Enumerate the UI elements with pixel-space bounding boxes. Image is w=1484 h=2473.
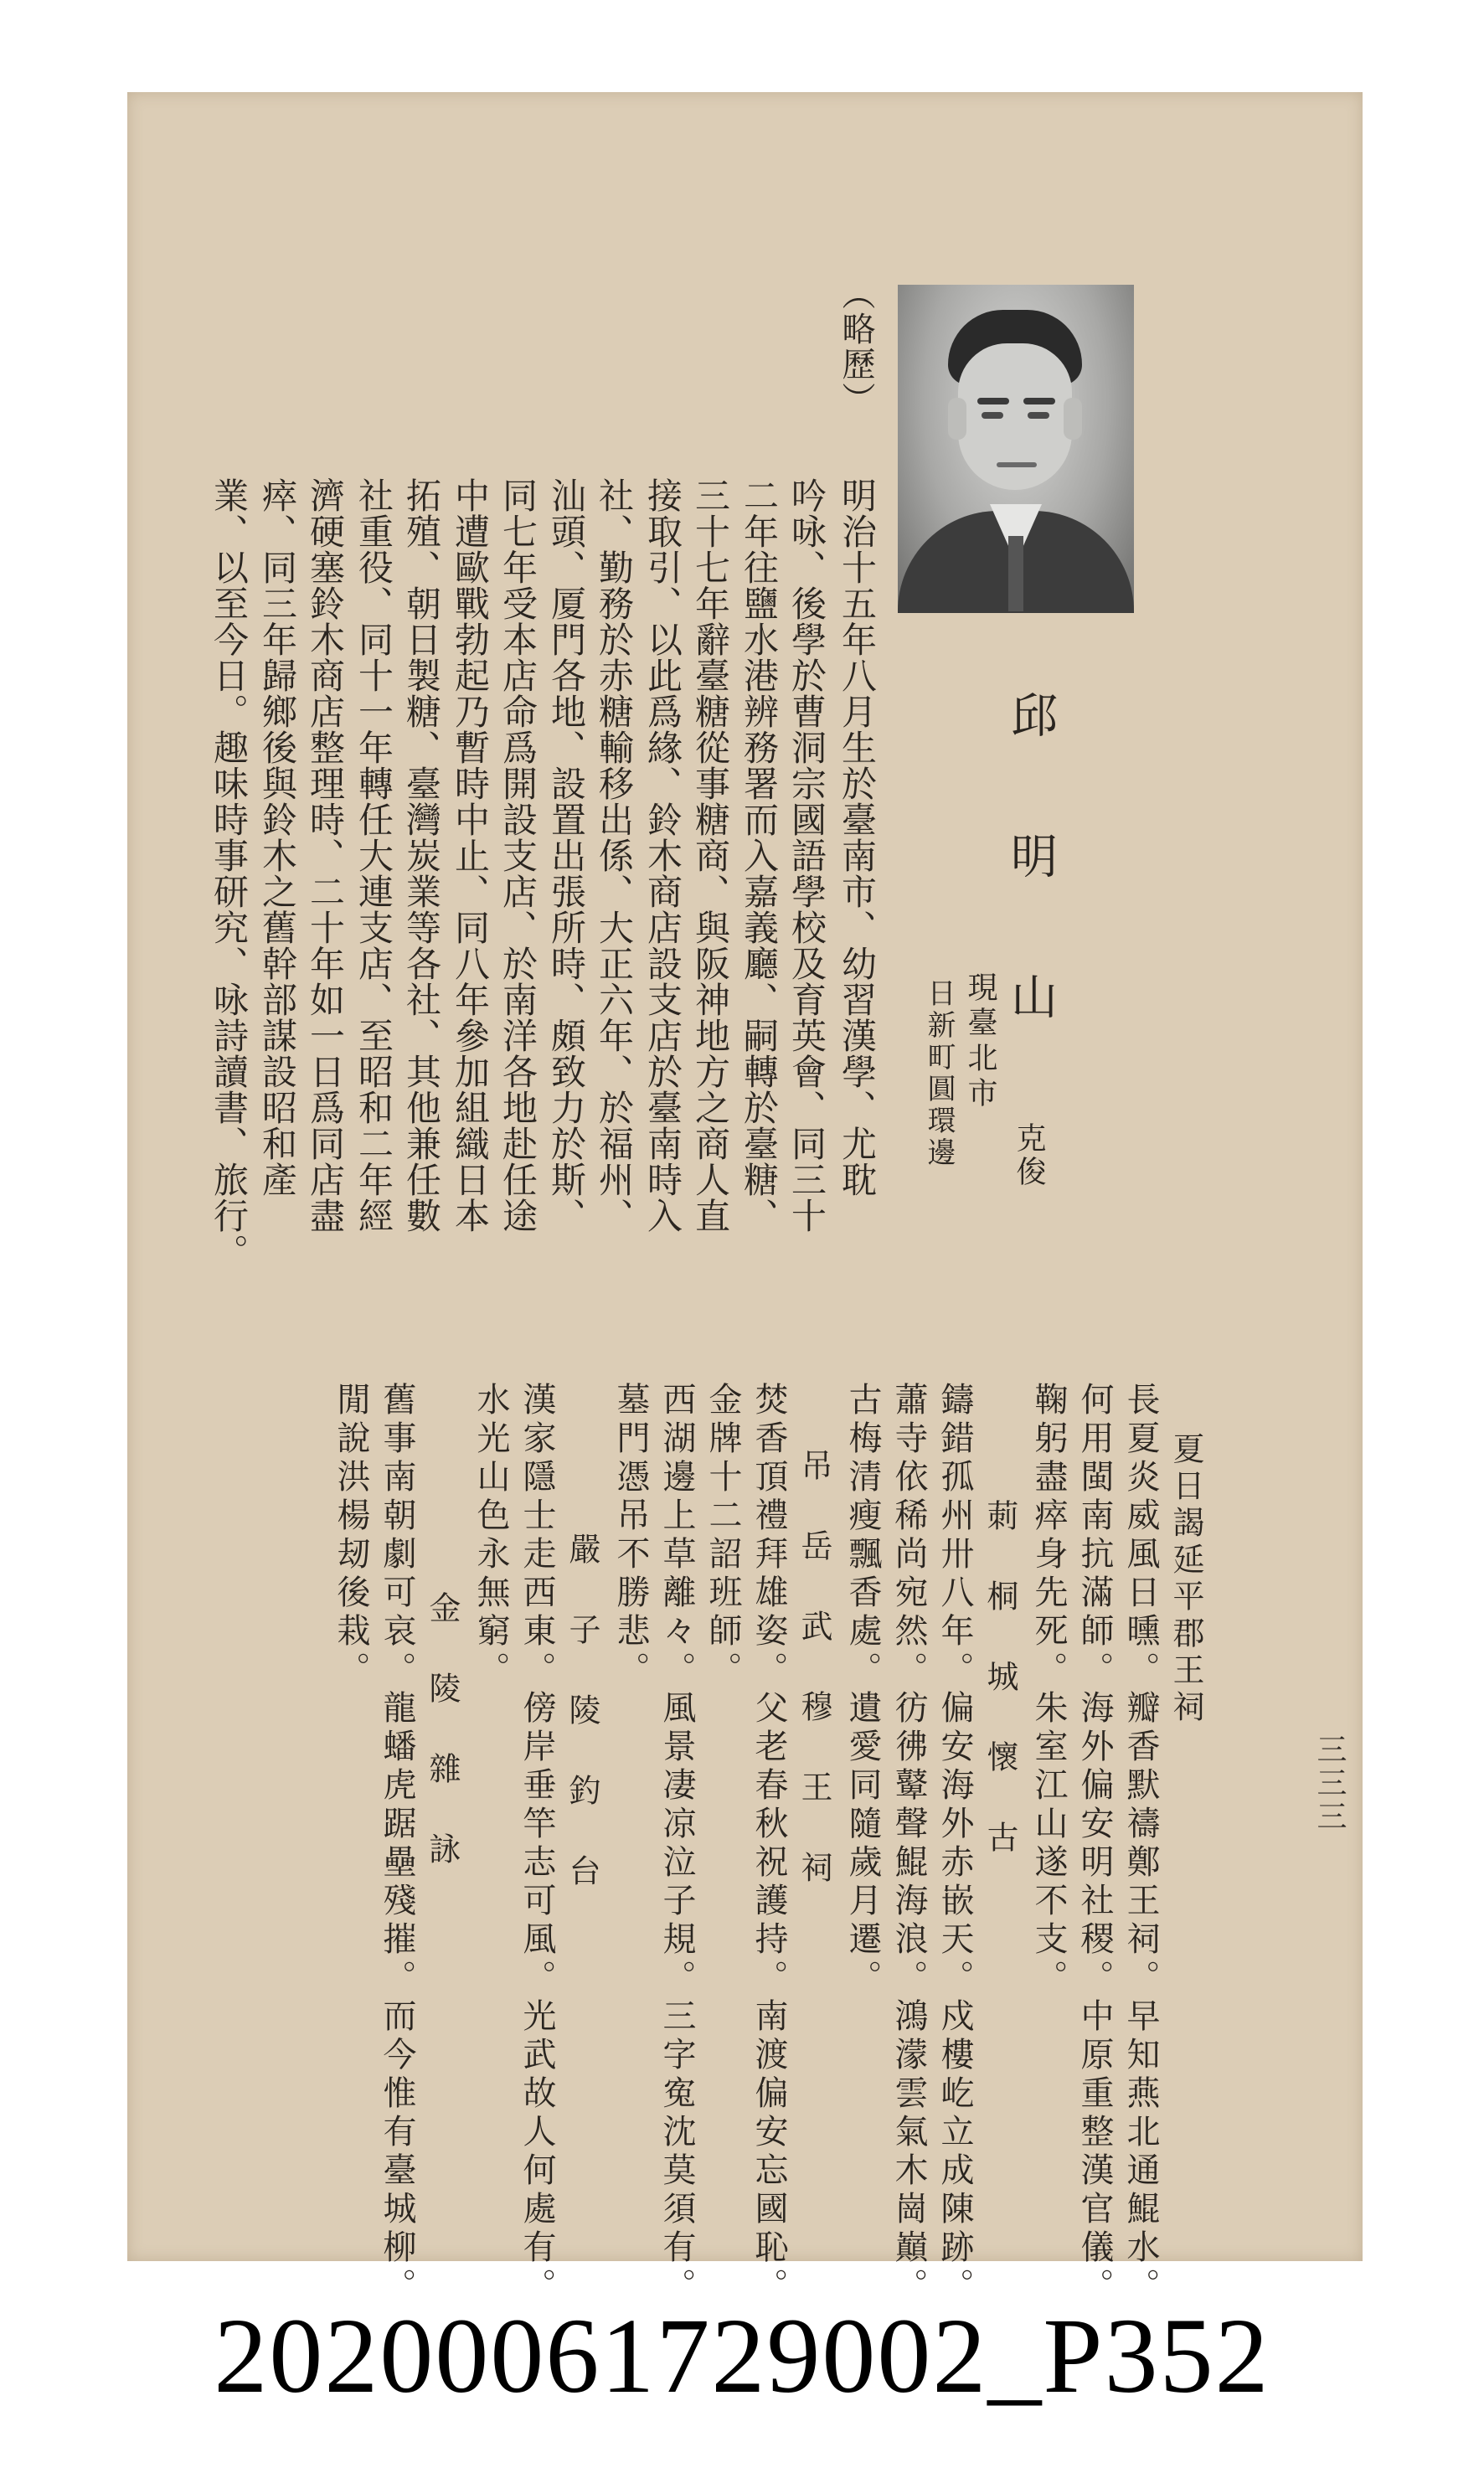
poem-line: 焚香頂禮拜雄姿。父老春秋祝護持。南渡偏安忘國恥。 [750, 1382, 788, 2306]
bio-line: 汕頭、厦門各地、設置出張所時、頗致力於斯、 [546, 477, 587, 1234]
bio-line: 明治十五年八月生於臺南市、幼習漢學、尤耽 [837, 477, 878, 1198]
poem-title: 吊 岳 武 穆 王 祠 [796, 1449, 832, 1891]
address-line-2: 日新町圓環邊 [922, 978, 956, 1169]
bio-line: 接取引、以此爲緣、鈴木商店設支店於臺南時入 [642, 477, 683, 1234]
poem-line: 西湖邊上草離々。風景凄凉泣子規。三字寃沈莫須有。 [657, 1382, 696, 2306]
poem-line: 閒說洪楊刼後栽。 [332, 1382, 370, 1690]
bio-line: 瘁、同三年歸鄉後與鈴木之舊幹部謀設昭和產 [257, 477, 298, 1198]
poem-title: 夏日謁延平郡王祠 [1167, 1432, 1204, 1727]
poem-title: 嚴 子 陵 釣 台 [564, 1533, 600, 1894]
bio-line: 業、以至今日。趣味時事研究、咏詩讀書、旅行。 [209, 477, 250, 1270]
poem-line: 鞠躬盡瘁身先死。朱室江山遂不支。 [1029, 1382, 1068, 1998]
bio-line: 三十七年辭臺糖從事糖商、與阪神地方之商人直 [690, 477, 731, 1234]
page-number: 三三三 [1312, 1734, 1347, 1834]
address-line-1: 現臺北市 [963, 971, 997, 1112]
poem-title: 金 陵 雜 詠 [424, 1591, 461, 1873]
poem-line: 古梅清瘦飄香處。遺愛同隨歲月遷。 [843, 1382, 882, 1998]
bio-line: 社、勤務於赤糖輸移出係、大正六年、於福州、 [594, 477, 635, 1234]
poem-line: 墓門憑吊不勝悲。 [611, 1382, 650, 1690]
biography-label: （略歷） [837, 276, 875, 417]
bio-line: 二年往鹽水港辨務署而入嘉義廳、嗣轉於臺糖、 [739, 477, 780, 1234]
bio-line: 濟硬塞鈴木商店整理時、二十年如一日爲同店盡 [305, 477, 346, 1234]
bio-line: 同七年受本店命爲開設支店、於南洋各地赴任途 [497, 477, 538, 1234]
poem-line: 長夏炎威風日曛。瓣香默禱鄭王祠。早知燕北通鯤水。 [1121, 1382, 1160, 2306]
poem-line: 鑄錯孤州卅八年。偏安海外赤嵌天。戍樓屹立成陳跡。 [935, 1382, 974, 2306]
bio-line: 拓殖、朝日製糖、臺灣炭業等各社、其他兼任數 [401, 477, 442, 1234]
bio-line: 吟咏、後學於曹洞宗國語學校及育英會、同三十 [786, 477, 827, 1234]
bio-line: 社重役、同十一年轉任大連支店、至昭和二年經 [353, 477, 394, 1234]
poem-line: 舊事南朝劇可哀。龍蟠虎踞壘殘摧。而今惟有臺城柳。 [378, 1382, 416, 2306]
document-id: 20200061729002_P352 [214, 2296, 1270, 2415]
poem-line: 金牌十二詔班師。 [703, 1382, 742, 1690]
poem-line: 何用閩南抗滿師。海外偏安明社稷。中原重整漢官儀。 [1075, 1382, 1114, 2306]
person-name: 邱 明 山 [1003, 691, 1058, 1043]
person-alias: 克俊 [1012, 1122, 1046, 1189]
portrait-photo [898, 285, 1134, 613]
poem-line: 漢家隱士走西東。傍岸垂竿志可風。光武故人何處有。 [518, 1382, 556, 2306]
poem-title: 莿 桐 城 懷 古 [982, 1499, 1018, 1861]
book-page [127, 92, 1363, 2306]
bio-line: 中遭歐戰勃起乃暫時中止、同八年參加組織日本 [450, 477, 491, 1234]
poem-line: 水光山色永無窮。 [471, 1382, 510, 1690]
poem-line: 蕭寺依稀尚宛然。彷彿鼙聲鯤海浪。鴻濛雲氣木崗巔。 [889, 1382, 928, 2306]
